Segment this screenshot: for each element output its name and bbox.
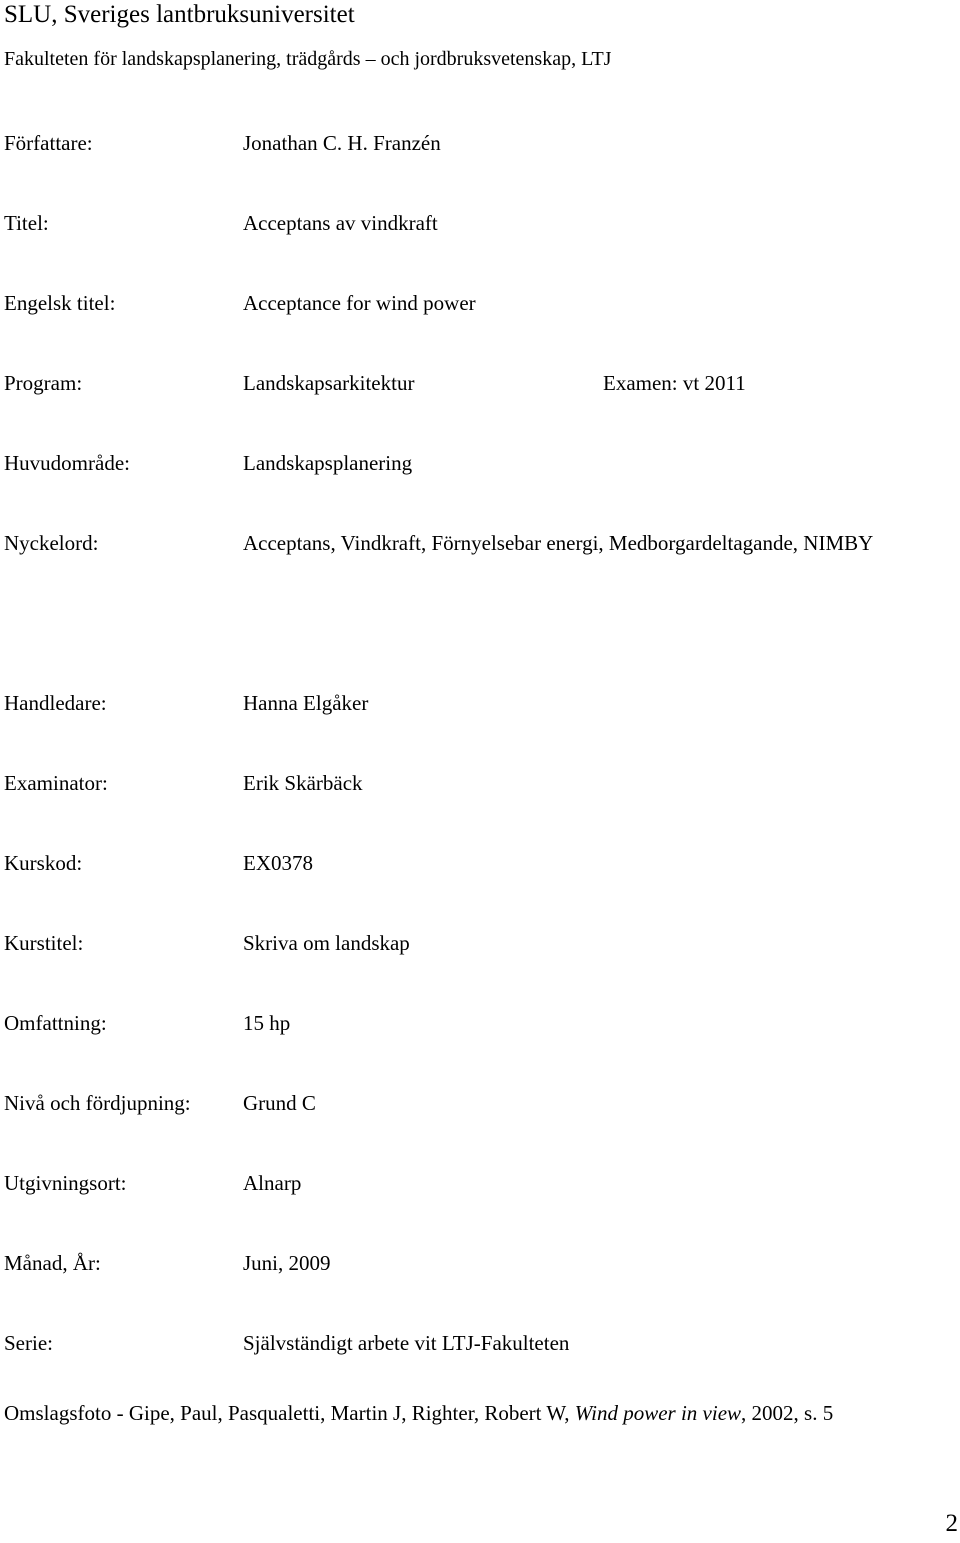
level-label: Nivå och fördjupning: — [4, 1091, 191, 1115]
faculty-line: Fakulteten för landskapsplanering, trädgårds – och jordbruksvetenskap, LTJ — [4, 48, 612, 70]
main-area-label: Huvudområde: — [4, 451, 130, 475]
date-label: Månad, År: — [4, 1251, 101, 1275]
level-value: Grund C — [243, 1091, 316, 1115]
credit-book-title: Wind power in view — [574, 1401, 742, 1425]
supervisor-value: Hanna Elgåker — [243, 691, 369, 715]
examiner-value: Erik Skärbäck — [243, 771, 363, 795]
program-label: Program: — [4, 371, 83, 395]
course-title-value: Skriva om landskap — [243, 931, 410, 955]
title-label: Titel: — [4, 211, 49, 235]
scope-value: 15 hp — [243, 1011, 291, 1035]
series-label: Serie: — [4, 1331, 53, 1355]
place-label: Utgivningsort: — [4, 1171, 127, 1195]
page-number: 2 — [945, 1510, 958, 1537]
exam-value: Examen: vt 2011 — [603, 371, 746, 395]
main-area-value: Landskapsplanering — [243, 451, 413, 475]
keywords-value: Acceptans, Vindkraft, Förnyelsebar energi, Medborgardeltagande, NIMBY — [243, 531, 874, 555]
title-value: Acceptans av vindkraft — [243, 211, 438, 235]
scope-label: Omfattning: — [4, 1011, 107, 1035]
course-title-label: Kurstitel: — [4, 931, 84, 955]
university-title: SLU, Sveriges lantbruksuniversitet — [4, 1, 355, 28]
course-code-value: EX0378 — [243, 851, 313, 875]
author-value: Jonathan C. H. Franzén — [243, 131, 441, 155]
author-label: Författare: — [4, 131, 93, 155]
place-value: Alnarp — [243, 1171, 302, 1195]
series-value: Självständigt arbete vit LTJ-Fakulteten — [243, 1331, 570, 1355]
english-title-value: Acceptance for wind power — [243, 291, 476, 315]
credit-prefix: Omslagsfoto - Gipe, Paul, Pasqualetti, Martin J, Righter, Robert W, — [4, 1401, 575, 1425]
english-title-label: Engelsk titel: — [4, 291, 116, 315]
credit-suffix: , 2002, s. 5 — [741, 1401, 834, 1425]
course-code-label: Kurskod: — [4, 851, 83, 875]
cover-photo-credit — [4, 1403, 833, 1424]
keywords-label: Nyckelord: — [4, 531, 99, 555]
program-value: Landskapsarkitektur — [243, 371, 415, 395]
supervisor-label: Handledare: — [4, 691, 107, 715]
date-value: Juni, 2009 — [243, 1251, 331, 1275]
examiner-label: Examinator: — [4, 771, 108, 795]
